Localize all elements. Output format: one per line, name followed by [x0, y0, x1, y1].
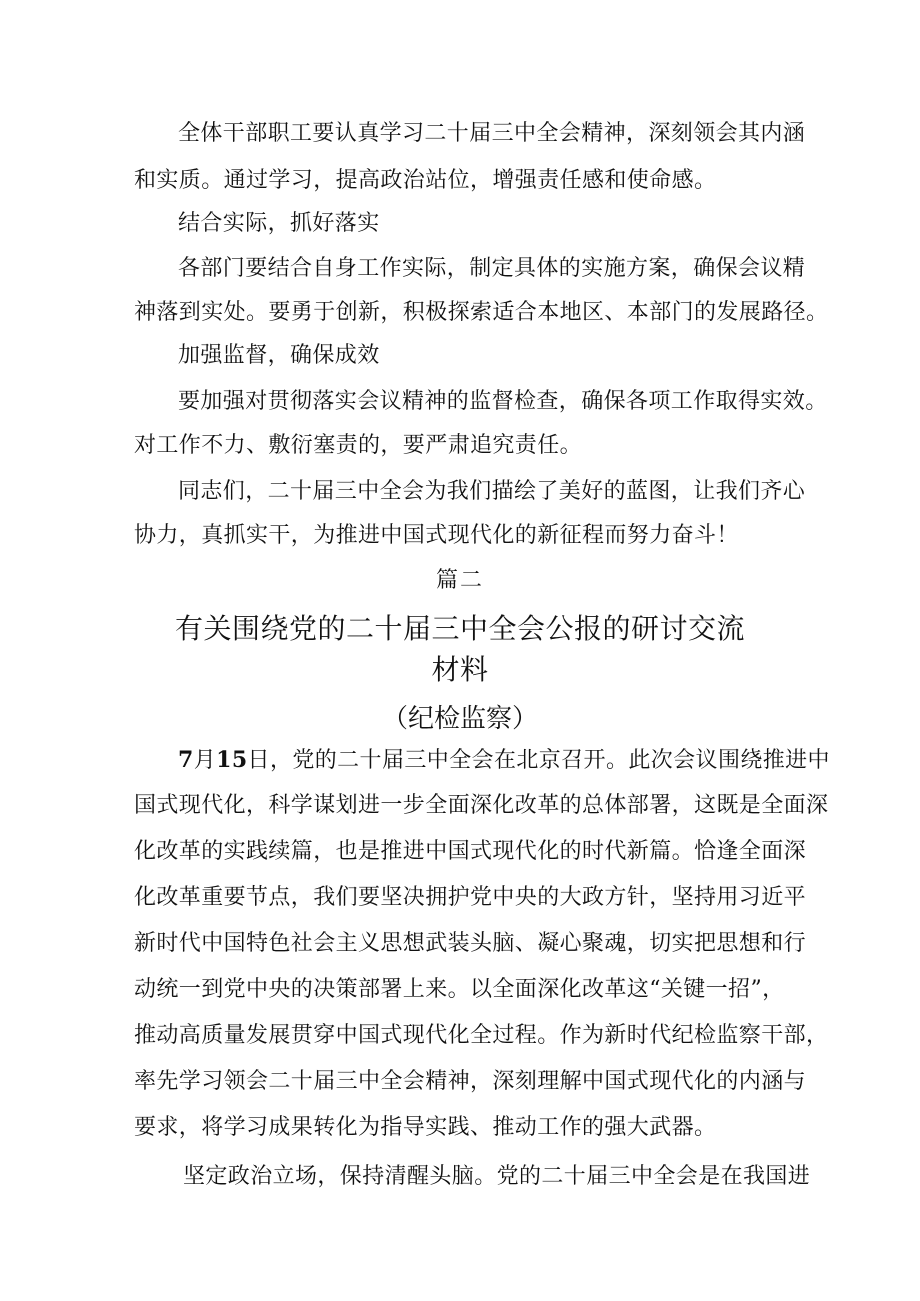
- paragraph-line: 化改革的实践续篇，也是推进中国式现代化的时代新篇。恰逢全面深: [134, 839, 807, 864]
- paragraph-line: 新时代中国特色社会主义思想武装头脑、凝心聚魂，切实把思想和行: [134, 931, 807, 956]
- paragraph-line: 坚定政治立场，保持清醒头脑。党的二十届三中全会是在我国进: [183, 1164, 811, 1189]
- document-title: 有关围绕党的二十届三中全会公报的研讨交流: [174, 612, 745, 645]
- paragraph-line: 对工作不力、敷衍塞责的，要严肃追究责任。: [134, 433, 583, 458]
- date-day: 15: [216, 747, 248, 773]
- paragraph-line: 国式现代化，科学谋划进一步全面深化改革的总体部署，这既是全面深: [134, 793, 829, 818]
- paragraph-line: 要求，将学习成果转化为指导实践、推动工作的强大武器。: [134, 1115, 717, 1140]
- paragraph-line: 各部门要结合自身工作实际，制定具体的实施方案，确保会议精: [178, 256, 806, 281]
- document-subtitle: （纪检监察）: [381, 704, 538, 734]
- subheading: 加强监督，确保成效: [178, 343, 380, 368]
- date-month: 7: [178, 747, 194, 773]
- paragraph-line: 协力，真抓实干，为推进中国式现代化的新征程而努力奋斗！: [134, 523, 739, 548]
- paragraph-line: 推动高质量发展贯穿中国式现代化全过程。作为新时代纪检监察干部，: [134, 1023, 829, 1048]
- subheading: 结合实际，抓好落实: [178, 211, 380, 236]
- document-title-continued: 材料: [431, 653, 489, 686]
- paragraph-line: [178, 745, 830, 776]
- intro-text: 日，党的二十届三中全会在北京召开。此次会议围绕推进中: [247, 748, 830, 773]
- date-month-char: 月: [193, 748, 217, 773]
- paragraph-line: 率先学习领会二十届三中全会精神，深刻理解中国式现代化的内涵与: [134, 1069, 807, 1094]
- paragraph-line: 化改革重要节点，我们要坚决拥护党中央的大政方针，坚持用习近平: [134, 885, 807, 910]
- paragraph-line: 要加强对贯彻落实会议精神的监督检查，确保各项工作取得实效。: [178, 389, 828, 414]
- section-label: 篇二: [435, 568, 484, 593]
- paragraph-line: 动统一到党中央的决策部署上来。以全面深化改革这“关键一招”，: [134, 977, 785, 1002]
- paragraph-line: 和实质。通过学习，提高政治站位，增强责任感和使命感。: [134, 168, 717, 193]
- paragraph-line: 同志们，二十届三中全会为我们描绘了美好的蓝图，让我们齐心: [178, 479, 806, 504]
- paragraph-line: 全体干部职工要认真学习二十届三中全会精神，深刻领会其内涵: [178, 121, 806, 146]
- paragraph-line: 神落到实处。要勇于创新，积极探索适合本地区、本部门的发展路径。: [134, 300, 829, 325]
